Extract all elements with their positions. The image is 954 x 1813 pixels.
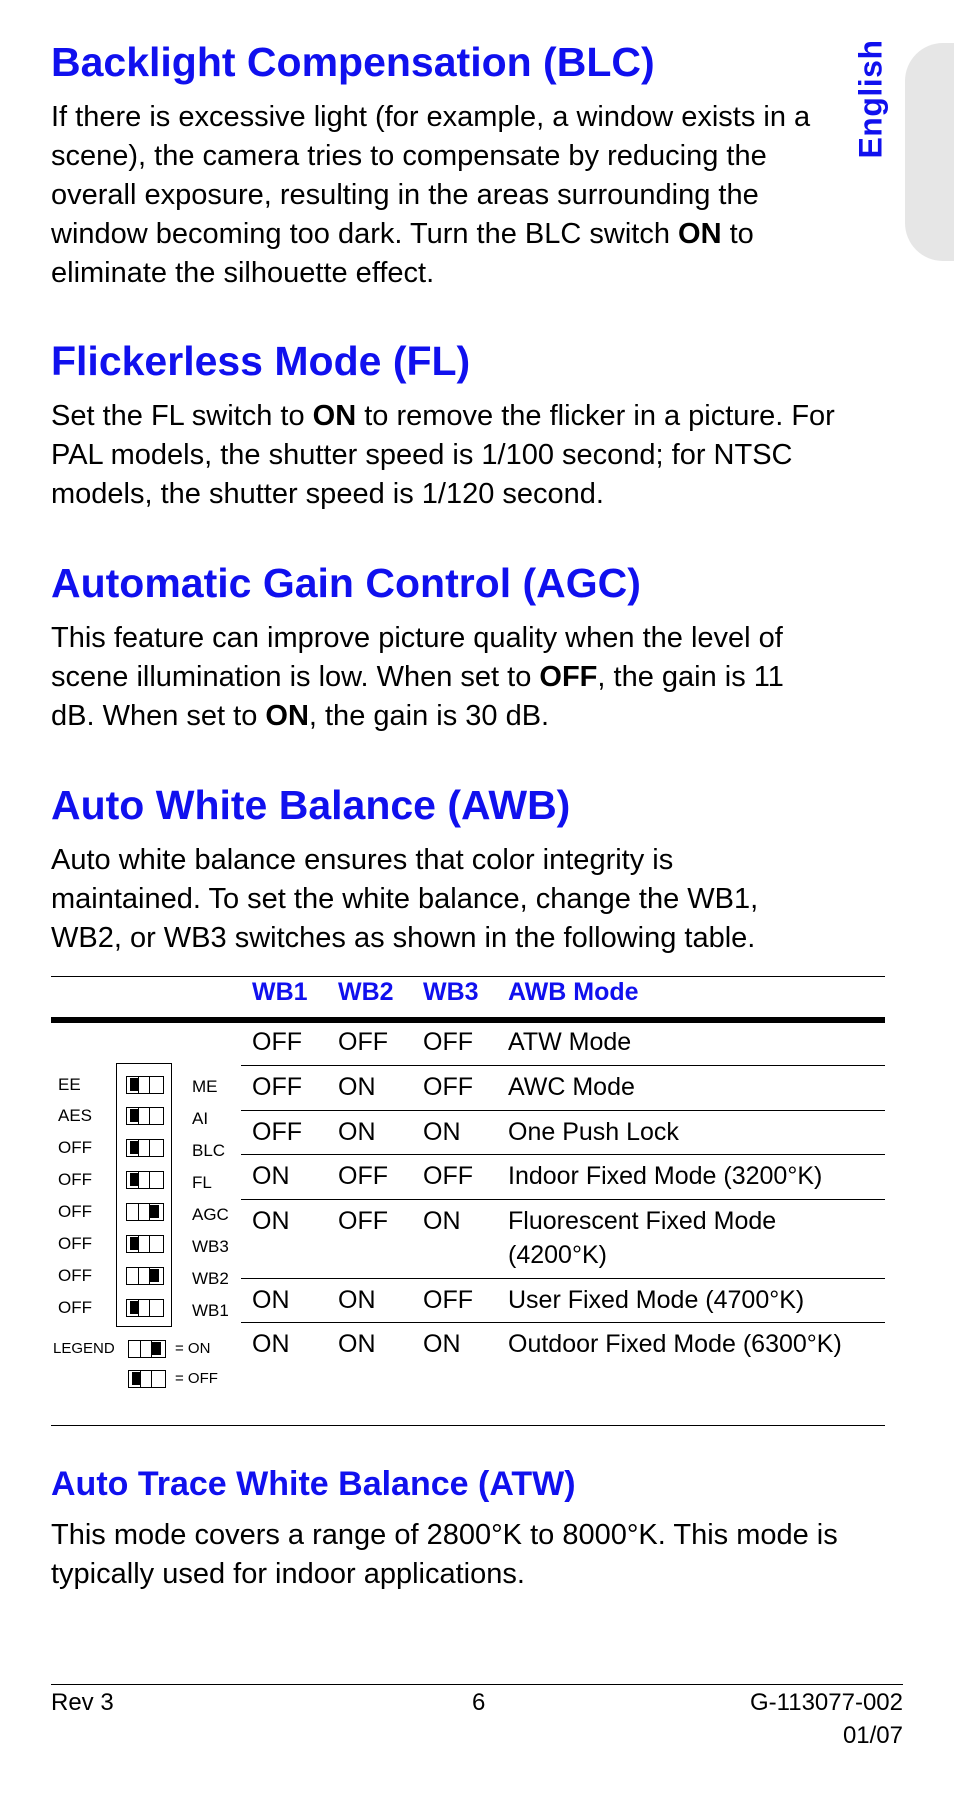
table-cell-wb2: OFF [338, 1028, 388, 1056]
switch-left-label: OFF [58, 1298, 92, 1317]
table-header-rule [51, 1017, 885, 1023]
paragraph-line [51, 841, 758, 880]
switch-left-label: OFF [58, 1170, 92, 1189]
table-cell-wb3: ON [423, 1330, 461, 1358]
paragraph-line [51, 397, 835, 436]
table-cell-mode: Outdoor Fixed Mode (6300°K) [508, 1330, 842, 1358]
table-cell-mode: ATW Mode [508, 1028, 632, 1056]
dip-switch-icon [126, 1267, 164, 1285]
paragraph-line [51, 658, 784, 697]
table-cell-wb3: OFF [423, 1162, 473, 1190]
paragraph-line [51, 1555, 838, 1594]
table-row-divider [241, 1322, 885, 1323]
text-run: window becoming too dark. Turn the BLC switch [51, 218, 679, 250]
legend-on-text: = ON [175, 1340, 211, 1357]
dip-switch-icon [126, 1139, 164, 1157]
table-cell-mode: One Push Lock [508, 1118, 679, 1146]
table-cell-wb1: ON [252, 1286, 290, 1314]
text-run: This mode covers a range of 2800°K to 8000°K. This mode is [51, 1519, 838, 1551]
text-run: maintained. To set the white balance, change the WB1, [51, 883, 759, 915]
paragraph-line [51, 919, 758, 958]
switch-left-label: OFF [58, 1138, 92, 1157]
section-body-awb [51, 841, 758, 958]
dip-switch-icon [126, 1299, 164, 1317]
paragraph-line [51, 215, 810, 254]
table-cell-wb1: OFF [252, 1028, 302, 1056]
paragraph-line [51, 254, 810, 293]
bold-term: ON [312, 400, 357, 432]
table-cell-mode: AWC Mode [508, 1073, 635, 1101]
switch-left-label: EE [58, 1075, 81, 1094]
legend-off-text: = OFF [175, 1370, 218, 1387]
language-tab [852, 39, 954, 261]
bold-term: OFF [539, 661, 598, 693]
paragraph-line [51, 137, 810, 176]
table-cell-mode: (4200°K) [508, 1241, 607, 1269]
dip-switch-icon [126, 1076, 164, 1094]
table-cell-wb1: ON [252, 1207, 290, 1235]
dip-switch-icon [126, 1107, 164, 1125]
dip-switch-icon [126, 1203, 164, 1221]
switch-left-label: OFF [58, 1202, 92, 1221]
text-run: to remove the flicker in a picture. For [356, 400, 835, 432]
table-cell-wb2: ON [338, 1286, 376, 1314]
paragraph-line [51, 436, 835, 475]
switch-left-label: AES [58, 1106, 93, 1125]
switch-right-label: AI [192, 1109, 209, 1128]
table-cell-wb3: ON [423, 1207, 461, 1235]
switch-right-label: AGC [192, 1205, 229, 1224]
table-cell-wb1: OFF [252, 1073, 302, 1101]
legend-off-switch-icon [128, 1370, 166, 1388]
dip-switch-housing [116, 1063, 172, 1327]
footer-rule [51, 1684, 903, 1685]
paragraph-line [51, 98, 810, 137]
switch-right-label: ME [192, 1077, 218, 1096]
table-cell-wb2: OFF [338, 1162, 388, 1190]
text-run: scene illumination is low. When set to [51, 661, 540, 693]
table-cell-wb3: OFF [423, 1028, 473, 1056]
switch-right-label: WB1 [192, 1301, 229, 1320]
switch-left-label: OFF [58, 1234, 92, 1253]
table-cell-wb1: ON [252, 1162, 290, 1190]
text-run: dB. When set to [51, 700, 266, 732]
section-body-fl [51, 397, 835, 514]
table-cell-wb2: OFF [338, 1207, 388, 1235]
switch-right-label: WB2 [192, 1269, 229, 1288]
text-run: Auto white balance ensures that color integrity is [51, 844, 674, 876]
text-run: , the gain is 11 [597, 661, 784, 693]
table-cell-wb2: ON [338, 1118, 376, 1146]
paragraph-line [51, 176, 810, 215]
paragraph-line [51, 1516, 838, 1555]
switch-left-label: OFF [58, 1266, 92, 1285]
bold-term: ON [265, 700, 309, 732]
paragraph-line [51, 880, 758, 919]
table-cell-wb3: OFF [423, 1286, 473, 1314]
table-header-awb-mode: AWB Mode [508, 978, 639, 1006]
table-cell-mode: Fluorescent Fixed Mode [508, 1207, 777, 1235]
legend-label: LEGEND [53, 1340, 115, 1357]
table-row-divider [241, 1065, 885, 1066]
text-run: models, the shutter speed is 1/120 second. [51, 478, 604, 510]
switch-right-label: WB3 [192, 1237, 229, 1256]
table-cell-mode: Indoor Fixed Mode (3200°K) [508, 1162, 823, 1190]
text-run: to [721, 218, 754, 250]
text-run: Set the FL switch to [51, 400, 313, 432]
dip-switch-icon [126, 1171, 164, 1189]
table-row-divider [241, 1110, 885, 1111]
section-title-blc: Backlight Compensation (BLC) [51, 39, 655, 85]
language-tab-label: English [852, 39, 889, 159]
paragraph-line [51, 619, 784, 658]
text-run: scene), the camera tries to compensate by reducing the [51, 140, 767, 172]
table-cell-mode: User Fixed Mode (4700°K) [508, 1286, 805, 1314]
table-cell-wb1: ON [252, 1330, 290, 1358]
footer-doc-number: G-113077-002 [750, 1689, 903, 1716]
section-title-fl: Flickerless Mode (FL) [51, 338, 471, 384]
table-cell-wb1: OFF [252, 1118, 302, 1146]
section-title-agc: Automatic Gain Control (AGC) [51, 560, 641, 606]
table-row-divider [241, 1278, 885, 1279]
table-row-divider [241, 1199, 885, 1200]
table-header-wb3: WB3 [423, 978, 479, 1006]
table-row-divider [241, 1154, 885, 1155]
text-run: overall exposure, resulting in the areas surrounding the [51, 179, 759, 211]
section-body-blc [51, 98, 810, 293]
section-title-atw: Auto Trace White Balance (ATW) [51, 1465, 576, 1503]
table-header-wb1: WB1 [252, 978, 308, 1006]
paragraph-line [51, 697, 784, 736]
table-bottom-rule [51, 1425, 885, 1426]
text-run: , the gain is 30 dB. [308, 700, 550, 732]
text-run: If there is excessive light (for example, a window exists in a [51, 101, 811, 133]
switch-right-label: FL [192, 1173, 212, 1192]
text-run: PAL models, the shutter speed is 1/100 second; for NTSC [51, 439, 793, 471]
section-title-awb: Auto White Balance (AWB) [51, 782, 571, 828]
section-body-agc [51, 619, 784, 736]
table-cell-wb2: ON [338, 1330, 376, 1358]
bold-term: ON [678, 218, 722, 250]
table-cell-wb2: ON [338, 1073, 376, 1101]
paragraph-line [51, 475, 835, 514]
text-run: eliminate the silhouette effect. [51, 257, 435, 289]
footer-page-number: 6 [472, 1689, 486, 1716]
legend-on-switch-icon [128, 1340, 166, 1358]
table-cell-wb3: ON [423, 1118, 461, 1146]
dip-switch-icon [126, 1235, 164, 1253]
text-run: typically used for indoor applications. [51, 1558, 525, 1590]
table-top-rule [51, 976, 885, 977]
text-run: WB2, or WB3 switches as shown in the following table. [51, 922, 756, 954]
section-body-atw [51, 1516, 838, 1594]
switch-right-label: BLC [192, 1141, 226, 1160]
footer-date: 01/07 [842, 1722, 903, 1749]
table-header-wb2: WB2 [338, 978, 394, 1006]
text-run: This feature can improve picture quality when the level of [51, 622, 783, 654]
footer-revision: Rev 3 [51, 1689, 114, 1716]
table-cell-wb3: OFF [423, 1073, 473, 1101]
